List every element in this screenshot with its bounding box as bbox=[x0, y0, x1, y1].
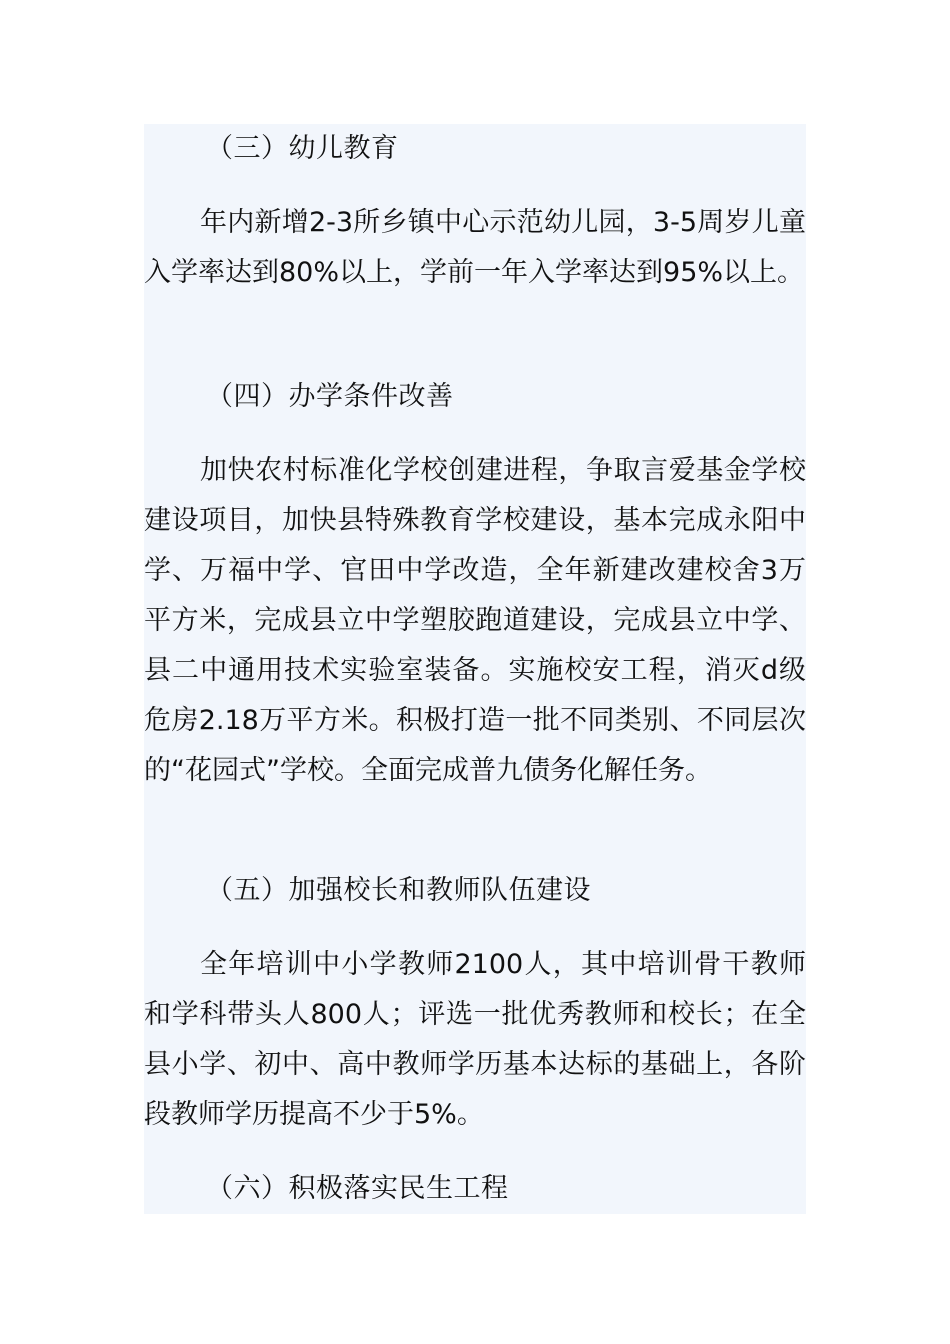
section-heading-teacher-team: （五）加强校长和教师队伍建设 bbox=[206, 875, 591, 906]
section-paragraph-school-conditions: 加快农村标准化学校创建进程，争取言爱基金学校建设项目，加快县特殊教育学校建设，基本完成永阳中学、万福中学、官田中学改造，全年新建改建校舍3万平方米，完成县立中学塑胶跑道建设，完成县立中学、县二中通用技术实验室装备。实施校安工程，消灭d级危房2.18万平方米。积极打造一批不同类别、不同层次的“花园式”学校。全面完成普九债务化解任务。 bbox=[144, 455, 806, 786]
section-heading-school-conditions: （四）办学条件改善 bbox=[206, 381, 454, 412]
section-paragraph-preschool-education: 年内新增2-3所乡镇中心示范幼儿园，3-5周岁儿童入学率达到80%以上，学前一年入学率达到95%以上。 bbox=[144, 207, 806, 288]
section-paragraph-teacher-team: 全年培训中小学教师2100人，其中培训骨干教师和学科带头人800人；评选一批优秀教师和校长；在全县小学、初中、高中教师学历基本达标的基础上，各阶段教师学历提高不少于5%。 bbox=[144, 949, 806, 1130]
document-content bbox=[144, 124, 806, 1214]
section-heading-preschool-education: （三）幼儿教育 bbox=[206, 133, 399, 164]
section-heading-livelihood-projects: （六）积极落实民生工程 bbox=[206, 1173, 509, 1204]
